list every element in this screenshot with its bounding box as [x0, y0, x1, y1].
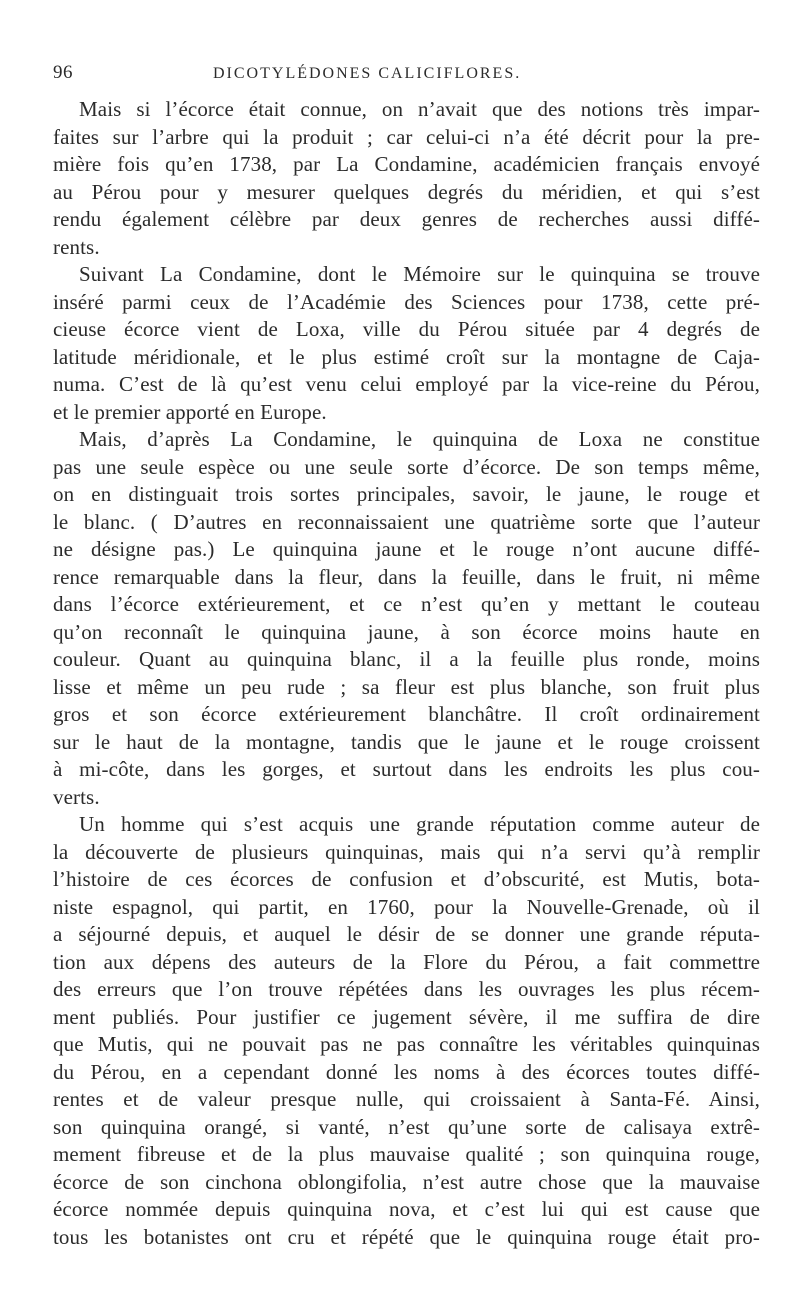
text-line: cieuse écorce vient de Loxa, ville du Pérou située par 4 degrés de: [53, 317, 760, 341]
paragraph-2: [53, 261, 760, 426]
running-title: DICOTYLÉDONES CALICIFLORES.: [213, 65, 522, 82]
text-line: lisse et même un peu rude ; sa fleur est plus blanche, son fruit plus: [53, 674, 760, 699]
text-line: à mi-côte, dans les gorges, et surtout dans les endroits les plus cou-: [53, 757, 760, 781]
text-line: rents.: [53, 234, 100, 259]
paragraph-4: [53, 811, 760, 1251]
text-line: le blanc. ( D’autres en reconnaissaient une quatrième sorte que l’auteur: [53, 509, 760, 534]
page-header: [53, 62, 760, 96]
text-line: on en distinguait trois sortes principales, savoir, le jaune, le rouge et: [53, 482, 760, 506]
text-line: inséré parmi ceux de l’Académie des Sciences pour 1738, cette pré-: [53, 289, 760, 314]
text-line: la découverte de plusieurs quinquinas, mais qui n’a servi qu’à remplir: [53, 839, 760, 864]
text-line: tion aux dépens des auteurs de la Flore du Pérou, a fait commettre: [53, 949, 760, 974]
text-line: des erreurs que l’on trouve répétées dans les ouvrages les plus récem-: [53, 977, 760, 1001]
text-line: écorce de son cinchona oblongifolia, n’est autre chose que la mauvaise: [53, 1169, 760, 1194]
text-line: que Mutis, qui ne pouvait pas ne pas connaître les véritables quinquinas: [53, 1032, 760, 1056]
text-line: rendu également célèbre par deux genres de recherches aussi diffé-: [53, 207, 760, 231]
text-line: rentes et de valeur presque nulle, qui croissaient à Santa-Fé. Ainsi,: [53, 1087, 760, 1111]
text-line: Mais, d’après La Condamine, le quinquina de Loxa ne constitue: [79, 427, 760, 451]
text-line: a séjourné depuis, et auquel le désir de se donner une grande réputa-: [53, 922, 760, 946]
text-line: gros et son écorce extérieurement blanchâtre. Il croît ordinairement: [53, 702, 760, 726]
text-line: Suivant La Condamine, dont le Mémoire sur le quinquina se trouve: [79, 262, 760, 286]
paragraph-3: [53, 426, 760, 811]
text-line: au Pérou pour y mesurer quelques degrés du méridien, et qui s’est: [53, 179, 760, 204]
text-line: écorce nommée depuis quinquina nova, et c’est lui qui est cause que: [53, 1197, 760, 1221]
text-line: dans l’écorce extérieurement, et ce n’est qu’en y mettant le couteau: [53, 592, 760, 616]
text-line: faites sur l’arbre qui la produit ; car celui-ci n’a été décrit pour la pre-: [53, 124, 760, 149]
text-line: Un homme qui s’est acquis une grande réputation comme auteur de: [79, 812, 760, 836]
text-line: couleur. Quant au quinquina blanc, il a la feuille plus ronde, moins: [53, 647, 760, 671]
text-line: ne désigne pas.) Le quinquina jaune et le rouge n’ont aucune diffé-: [53, 537, 760, 561]
text-line: latitude méridionale, et le plus estimé croît sur la montagne de Caja-: [53, 344, 760, 369]
text-line: niste espagnol, qui partit, en 1760, pour la Nouvelle-Grenade, où il: [53, 894, 760, 919]
text-line: tous les botanistes ont cru et répété que le quinquina rouge était pro-: [53, 1224, 760, 1249]
text-line: pas une seule espèce ou une seule sorte d’écorce. De son temps même,: [53, 454, 760, 479]
text-line: du Pérou, en a cependant donné les noms à des écorces toutes diffé-: [53, 1059, 760, 1084]
page-number: 96: [53, 62, 73, 83]
document-page: [53, 62, 760, 1251]
text-line: verts.: [53, 784, 100, 809]
text-line: rence remarquable dans la fleur, dans la feuille, dans le fruit, ni même: [53, 564, 760, 589]
text-line: qu’on reconnaît le quinquina jaune, à son écorce moins haute en: [53, 619, 760, 644]
text-line: numa. C’est de là qu’est venu celui employé par la vice-reine du Pérou,: [53, 372, 760, 396]
text-line: sur le haut de la montagne, tandis que le jaune et le rouge croissent: [53, 729, 760, 754]
text-line: mement fibreuse et de la plus mauvaise qualité ; son quinquina rouge,: [53, 1142, 760, 1166]
text-line: Mais si l’écorce était connue, on n’avait que des notions très impar-: [79, 97, 760, 121]
text-line: l’histoire de ces écorces de confusion et d’obscurité, est Mutis, bota-: [53, 867, 760, 891]
paragraph-1: [53, 96, 760, 261]
text-line: mière fois qu’en 1738, par La Condamine, académicien français envoyé: [53, 152, 760, 176]
text-line: ment publiés. Pour justifier ce jugement sévère, il me suffira de dire: [53, 1004, 760, 1029]
text-line: son quinquina orangé, si vanté, n’est qu’une sorte de calisaya extrê-: [53, 1114, 760, 1139]
text-line: et le premier apporté en Europe.: [53, 399, 327, 424]
